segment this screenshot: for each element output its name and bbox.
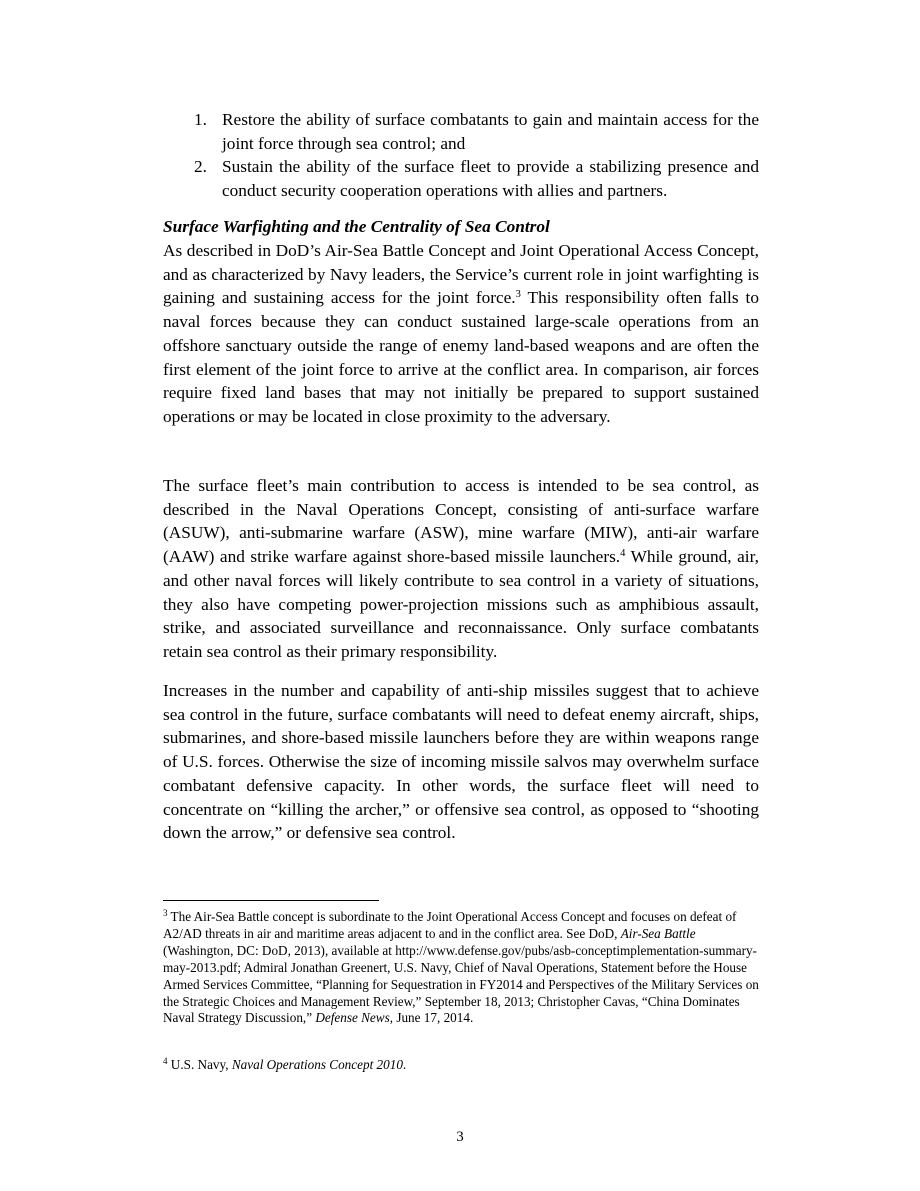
paragraph-text: While ground, air, and other naval forces will likely contribute to sea control in a variety of situations, they also have competing power-projection missions such as amphibious assault, strike, and associated surveillance and reconnaissance. Only surface combatants retain sea control as their primary responsibility.: [163, 547, 759, 661]
footnote-title: Naval Operations Concept 2010: [231, 1057, 403, 1072]
objectives-list: [163, 108, 759, 203]
paragraph-text: As described in DoD’s Air-Sea Battle Concept and Joint Operational Access Concept, and as characterized by Navy leaders, the Service’s current role in joint warfighting is gaining and sustaining access for the joint force.: [163, 241, 759, 308]
footnote-text: (Washington, DC: DoD, 2013), available at http://www.defense.gov/pubs/asb-conceptimplementation-summary-may-2013.pdf; Admiral Jonathan Greenert, U.S. Navy, Chief of Naval Operations, Statement before the House Armed Services Committee, “Planning for Sequestration in FY2014 and Perspectives of the Military Services on the Strategic Choices and Management Review,” September 18, 2013; Christopher Cavas, “China Dominates Naval Strategy Discussion,”: [163, 942, 759, 1026]
footnote-4: [163, 1057, 763, 1074]
list-item-text: Restore the ability of surface combatants to gain and maintain access for the joint force through sea control; and: [222, 110, 759, 153]
paragraph-text: The surface fleet’s main contribution to access is intended to be sea control, as described in the Naval Operations Concept, consisting of anti-surface warfare (ASUW), anti-submarine warfare (ASW), mine warfare (MIW), anti-air warfare (AAW) and strike warfare against shore-based missile launchers.: [163, 476, 759, 567]
footnote-marker: 3: [163, 908, 168, 918]
footnote-separator: [163, 900, 379, 901]
footnote-title: Defense News: [315, 1010, 390, 1026]
footnote-title: Air-Sea Battle: [620, 925, 696, 941]
list-item: [163, 108, 759, 155]
paragraph-sea-control: [163, 474, 759, 664]
list-item-number: 1.: [194, 110, 207, 129]
list-item: [163, 155, 759, 202]
paragraph-text: This responsibility often falls to naval forces because they can conduct sustained large-scale operations from an offshore sanctuary outside the range of enemy land-based weapons and are often the first element of the joint force to arrive at the conflict area. In comparison, air forces require fixed land bases that may not initially be prepared to support sustained operations or may be located in close proximity to the adversary.: [163, 288, 759, 426]
footnote-text: The Air-Sea Battle concept is subordinate to the Joint Operational Access Concept and focuses on defeat of A2/AD threats in air and maritime areas adjacent to and in the conflict area. See DoD,: [163, 909, 737, 941]
list-item-number: 2.: [194, 157, 207, 177]
section-heading: Surface Warfighting and the Centrality of Sea Control: [163, 217, 550, 236]
footnote-marker: 4: [163, 1056, 168, 1066]
footnote-3: [163, 909, 763, 1027]
footnote-text: , June 17, 2014.: [389, 1010, 474, 1026]
footnote-text: U.S. Navy,: [167, 1057, 232, 1072]
footnote-text: .: [402, 1057, 407, 1072]
paragraph-offensive-sea-control: [163, 679, 759, 845]
list-item-text: Sustain the ability of the surface fleet to provide a stabilizing presence and conduct security cooperation operations with allies and partners.: [222, 157, 759, 201]
page-number: 3: [456, 1129, 464, 1145]
paragraph-text: Increases in the number and capability of anti-ship missiles suggest that to achieve sea control in the future, surface combatants will need to defeat enemy aircraft, ships, submarines, and shore-based missile launchers before they are within weapons range of U.S. forces. Otherwise the size of incoming missile salvos may overwhelm surface combatant defensive capacity. In other words, the surface fleet will need to concentrate on “killing the archer,” or offensive sea control, as opposed to “shooting down the arrow,” or defensive sea control.: [163, 681, 759, 843]
paragraph-access-role: [163, 239, 759, 429]
footnote-reference[interactable]: 4: [620, 548, 626, 560]
footnote-reference[interactable]: 3: [515, 289, 521, 301]
